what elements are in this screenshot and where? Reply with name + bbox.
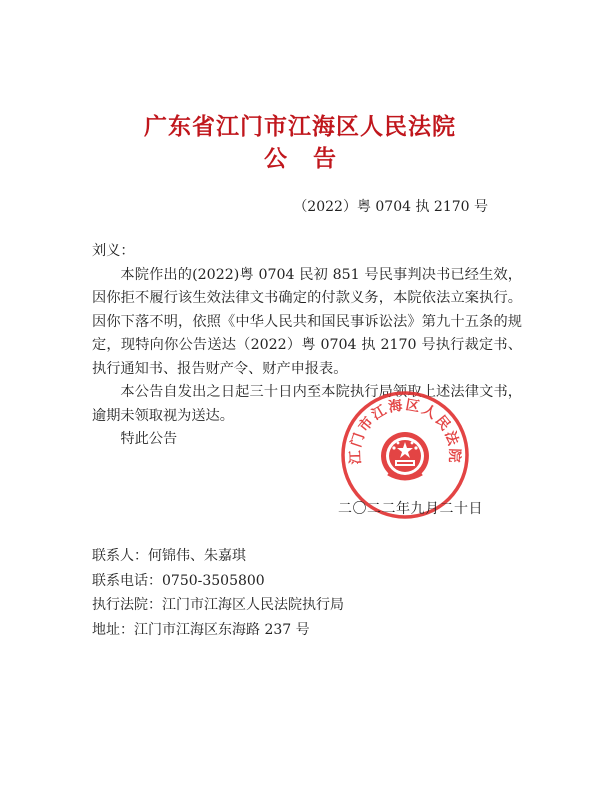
notice-title-heading: 公告 bbox=[264, 145, 362, 172]
closing-line: 特此公告 bbox=[120, 431, 178, 447]
contact-info bbox=[92, 544, 344, 642]
body-paragraph-1: 本院作出的(2022)粤 0704 民初 851 号民事判决书已经生效，因你拒不履行该生效法律文书确定的付款义务，本院依法立案执行。因你下落不明，依照《中华人民共和国民事诉讼法》第九十五条的规定，现特向你公告送达（2022）粤 0704 执 2170 号执行裁定书、执行通知书、报告财产令、财产申报表。 bbox=[92, 266, 522, 377]
body-paragraph-2: 本公告自发出之日起三十日内至本院执行局领取上述法律文书，逾期未领取视为送达。 bbox=[92, 384, 522, 424]
notice-date: 二〇二二年九月二十日 bbox=[338, 501, 483, 517]
addressee: 刘义： bbox=[92, 243, 135, 259]
seal-text: 江门市江海区人民法院 bbox=[347, 397, 463, 465]
case-number: （2022）粤 0704 执 2170 号 bbox=[293, 199, 488, 215]
national-emblem-icon bbox=[381, 432, 429, 480]
contact-person: 联系人：何锦伟、朱嘉琪 bbox=[92, 548, 246, 564]
executing-court: 执行法院：江门市江海区人民法院执行局 bbox=[92, 597, 344, 614]
court-name-heading: 广东省江门市江海区人民法院 bbox=[144, 113, 456, 140]
contact-phone: 联系电话：0750-3505800 bbox=[92, 572, 265, 589]
court-address: 地址：江门市江海区东海路 237 号 bbox=[92, 621, 310, 638]
